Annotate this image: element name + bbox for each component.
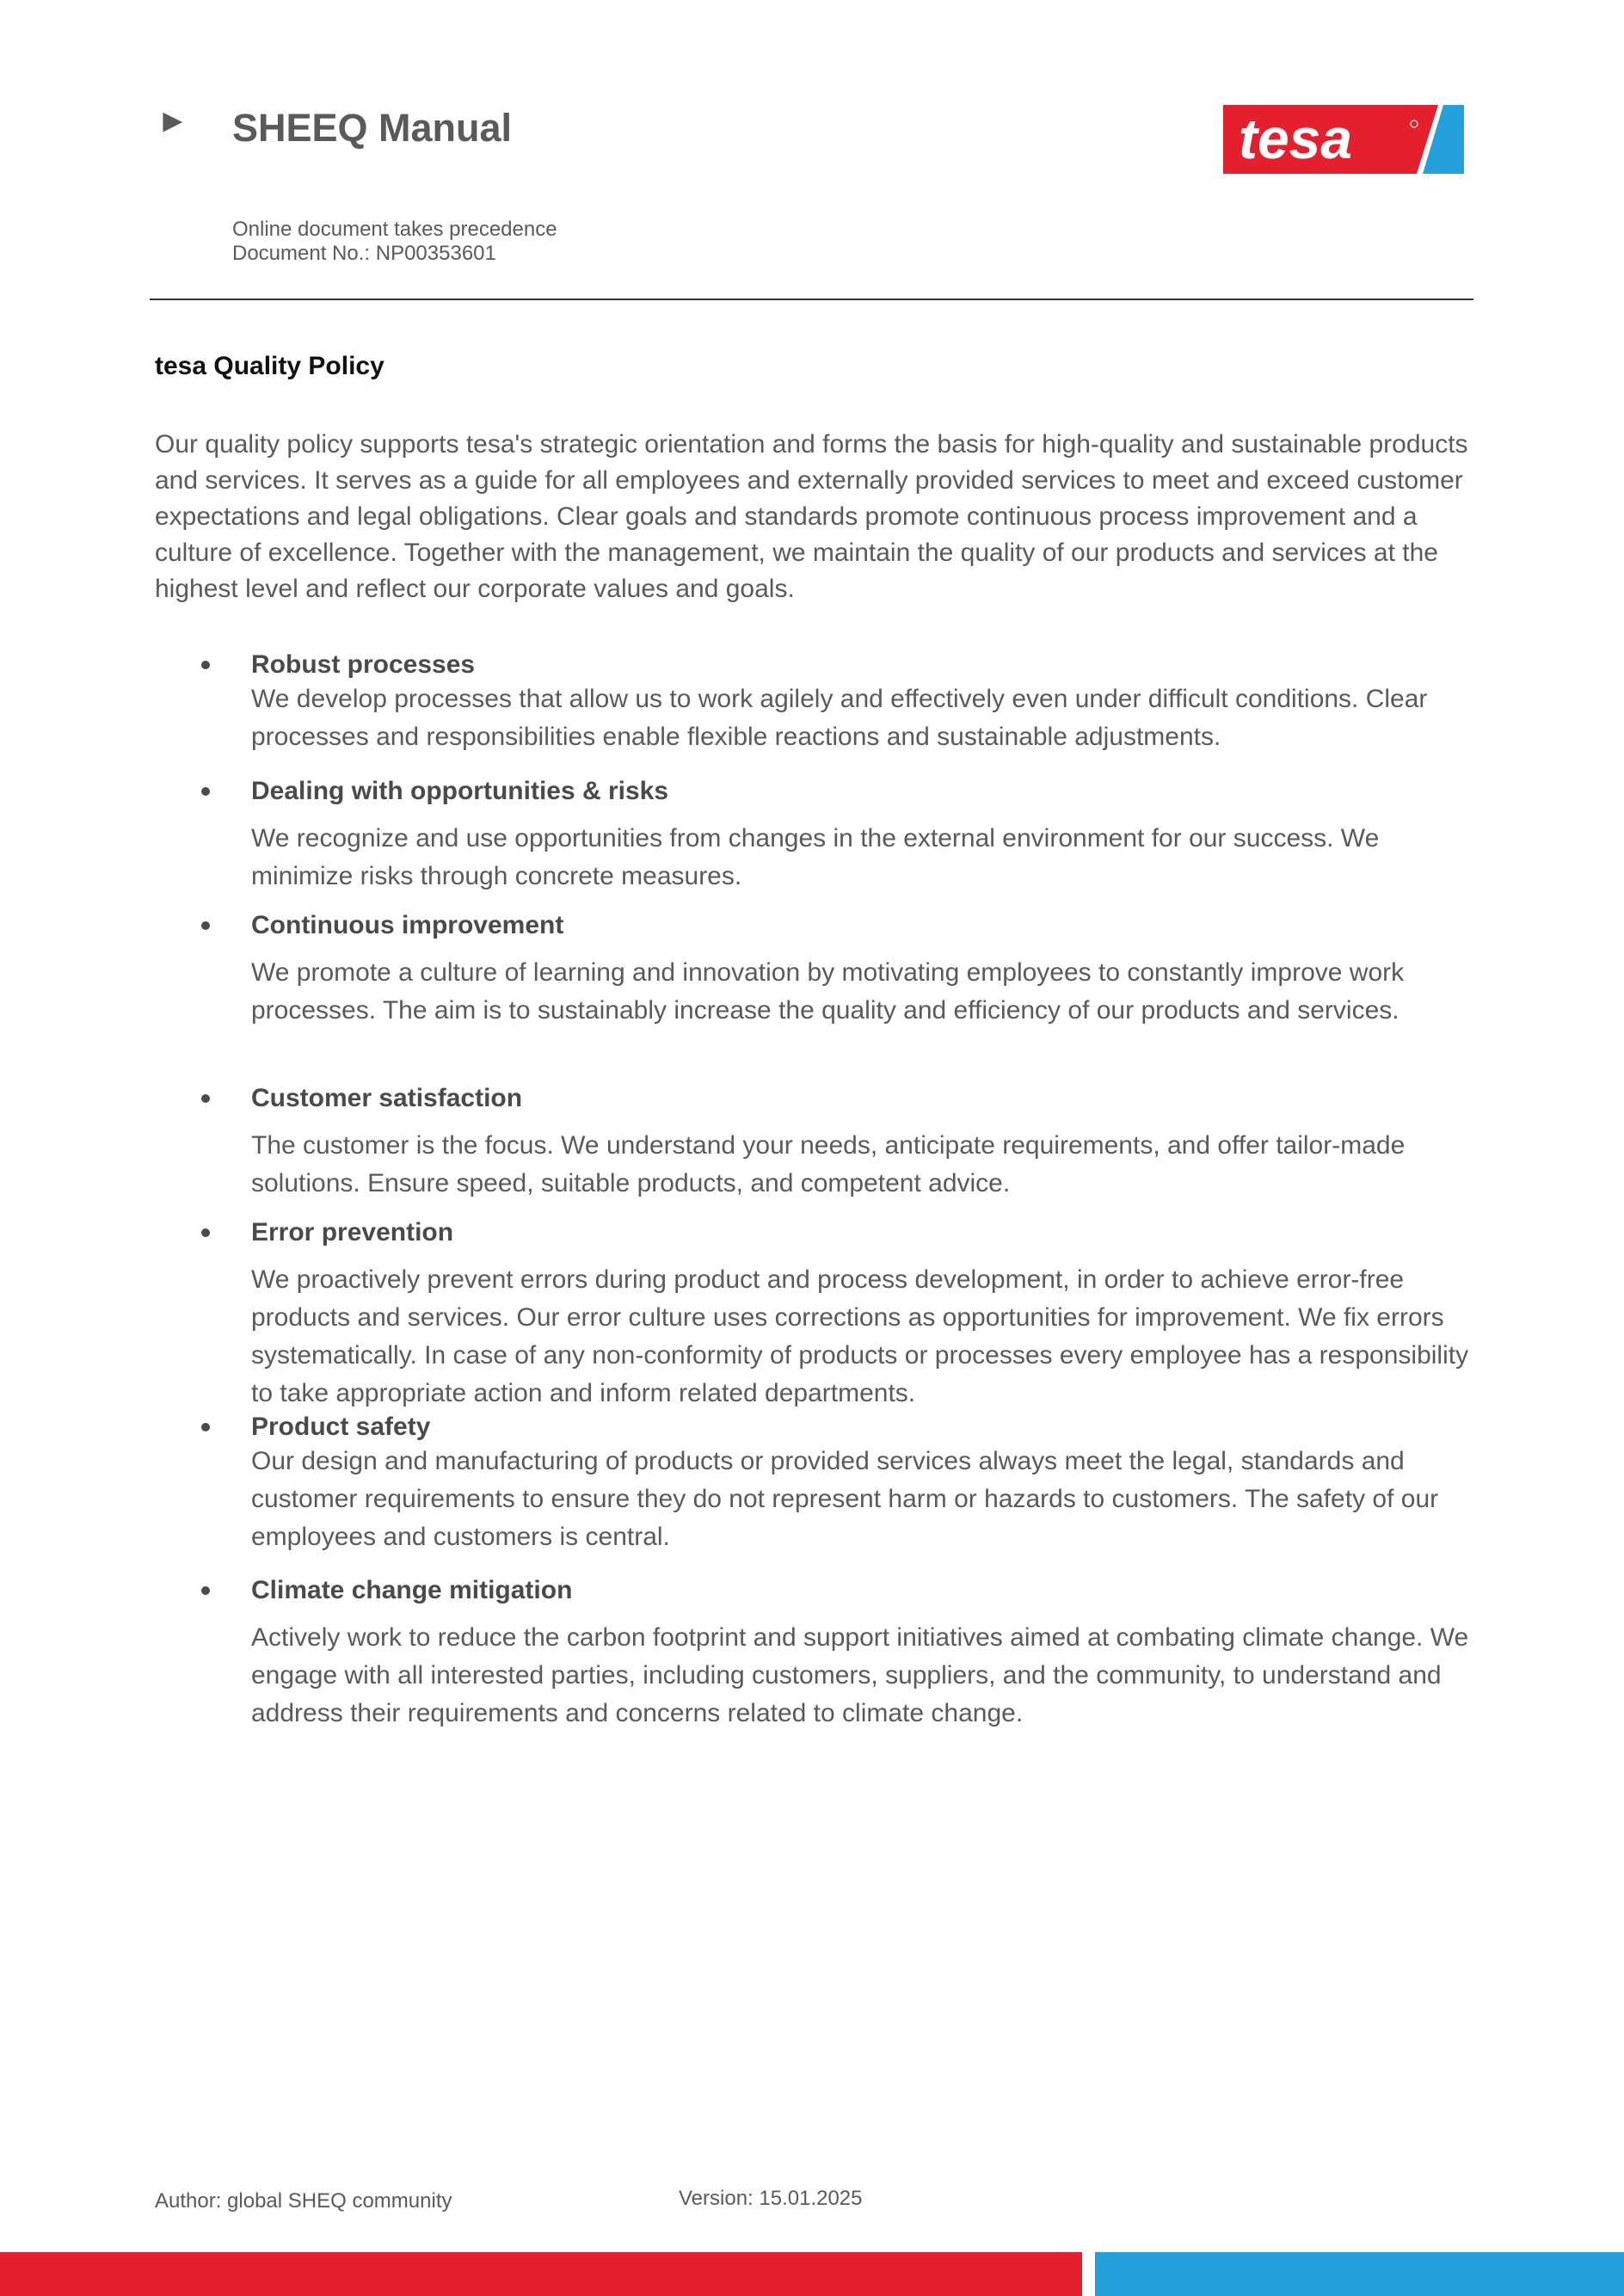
bullet-icon <box>201 787 210 796</box>
item-heading: Dealing with opportunities & risks <box>251 777 669 805</box>
item-heading: Climate change mitigation <box>251 1576 573 1604</box>
policy-intro: Our quality policy supports tesa's strategic orientation and forms the basis for high-quality and sustainable products and services. It serves as a guide for all employees and externally provided services to meet and exceed customer expectations and legal obligations. Clear goals and standards promote continuous process improvement and a culture of excellence. Together with the management, we maintain the quality of our products and services at the highest level and reflect our corporate values and goals. <box>155 430 1468 603</box>
bullet-icon <box>201 1094 210 1103</box>
bullet-icon <box>201 661 210 669</box>
header-arrow-icon: ► <box>157 103 189 139</box>
bullet-icon <box>201 1423 210 1431</box>
item-heading: Product safety <box>251 1413 431 1441</box>
footer-version: Version: 15.01.2025 <box>679 2187 863 2210</box>
tesa-logo-text: tesa <box>1239 107 1353 170</box>
item-heading: Customer satisfaction <box>251 1084 523 1112</box>
item-text: The customer is the focus. We understand your needs, anticipate requirements, and offer tailor-made solutions. Ensure speed, suitable products, and competent advice. <box>251 1131 1406 1197</box>
manual-title: SHEEQ Manual <box>232 106 513 150</box>
tesa-logo <box>1223 105 1464 174</box>
item-heading: Error prevention <box>251 1218 454 1246</box>
footer-author: Author: global SHEQ community <box>155 2189 452 2213</box>
footer-blue-bar <box>1095 2252 1624 2296</box>
item-heading: Continuous improvement <box>251 911 564 939</box>
item-text: We promote a culture of learning and innovation by motivating employees to constantly improve work processes. The aim is to sustainably increase the quality and efficiency of our products and services. <box>251 958 1405 1025</box>
bullet-icon <box>201 1228 210 1237</box>
item-text: We recognize and use opportunities from changes in the external environment for our success. We minimize risks through concrete measures. <box>251 824 1380 890</box>
precedence-note: Online document takes precedence <box>232 218 557 241</box>
item-heading: Robust processes <box>251 650 476 679</box>
policy-title: tesa Quality Policy <box>155 352 384 380</box>
item-text: Actively work to reduce the carbon footprint and support initiatives aimed at combating climate change. We engage with all interested parties, including customers, suppliers, and the community, to understand and address their requirements and concerns related to climate change. <box>251 1623 1469 1727</box>
item-text: We proactively prevent errors during product and process development, in order to achieve error-free products and services. Our error culture uses corrections as opportunities for improvement. We fix errors systematically. In case of any non-conformity of products or processes every employee has a responsibility to take appropriate action and inform related departments. <box>251 1265 1469 1407</box>
header-divider <box>150 299 1473 300</box>
document-number: Document No.: NP00353601 <box>232 242 496 265</box>
bullet-icon <box>201 921 210 930</box>
document-meta <box>232 218 557 266</box>
bullet-icon <box>201 1586 210 1595</box>
item-text: Our design and manufacturing of products or provided services always meet the legal, standards and customer requirements to ensure they do not represent harm or hazards to customers. The safety of our employees and customers is central. <box>251 1447 1439 1551</box>
footer-red-bar <box>0 2252 1082 2296</box>
item-text: We develop processes that allow us to work agilely and effectively even under difficult conditions. Clear processes and responsibilities enable flexible reactions and sustainable adjustments. <box>251 685 1428 751</box>
